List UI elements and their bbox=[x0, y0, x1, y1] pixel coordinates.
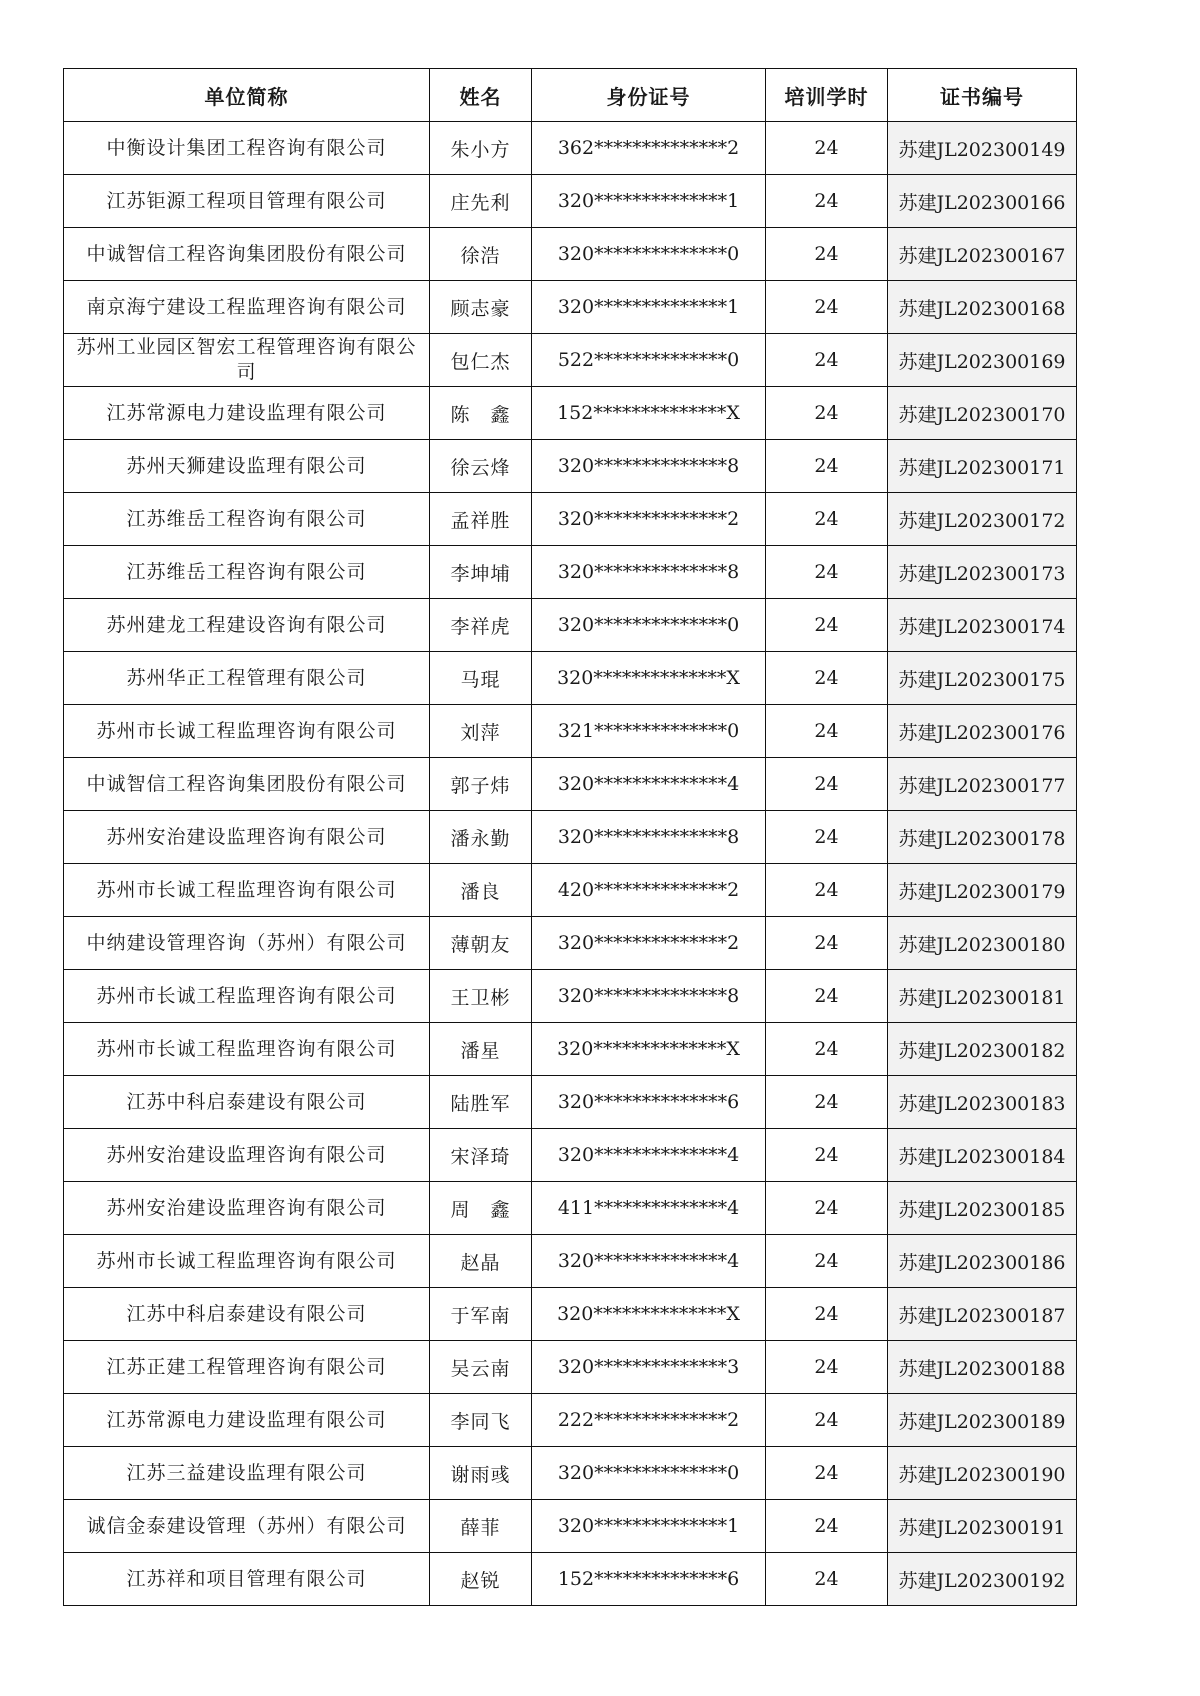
cell-name: 李坤埔 bbox=[430, 546, 532, 599]
cell-unit: 苏州工业园区智宏工程管理咨询有限公司 bbox=[64, 334, 430, 387]
cell-unit: 江苏中科启泰建设有限公司 bbox=[64, 1288, 430, 1341]
table-row bbox=[64, 917, 1077, 970]
table-row bbox=[64, 599, 1077, 652]
cell-training-hours: 24 bbox=[766, 758, 888, 811]
cell-id-number: 320**************1 bbox=[532, 175, 766, 228]
table-row bbox=[64, 1341, 1077, 1394]
cell-training-hours: 24 bbox=[766, 1553, 888, 1606]
cell-training-hours: 24 bbox=[766, 546, 888, 599]
cell-id-number: 320**************0 bbox=[532, 599, 766, 652]
cell-id-number: 320**************8 bbox=[532, 546, 766, 599]
cell-id-number: 362**************2 bbox=[532, 122, 766, 175]
cell-id-number: 320**************1 bbox=[532, 1500, 766, 1553]
table-row bbox=[64, 1288, 1077, 1341]
cell-unit: 中纳建设管理咨询（苏州）有限公司 bbox=[64, 917, 430, 970]
cell-training-hours: 24 bbox=[766, 387, 888, 440]
cell-unit: 苏州华正工程管理有限公司 bbox=[64, 652, 430, 705]
cell-name: 薛菲 bbox=[430, 1500, 532, 1553]
header-unit: 单位简称 bbox=[64, 69, 430, 122]
table-row bbox=[64, 440, 1077, 493]
table-row bbox=[64, 493, 1077, 546]
cell-certificate-no: 苏建JL202300180 bbox=[888, 917, 1077, 970]
table-body bbox=[64, 122, 1077, 1606]
cell-id-number: 320**************8 bbox=[532, 811, 766, 864]
cell-training-hours: 24 bbox=[766, 175, 888, 228]
cell-id-number: 522**************0 bbox=[532, 334, 766, 387]
cell-certificate-no: 苏建JL202300179 bbox=[888, 864, 1077, 917]
cell-id-number: 320**************8 bbox=[532, 440, 766, 493]
table-row bbox=[64, 387, 1077, 440]
cell-certificate-no: 苏建JL202300187 bbox=[888, 1288, 1077, 1341]
cell-name: 王卫彬 bbox=[430, 970, 532, 1023]
cell-certificate-no: 苏建JL202300177 bbox=[888, 758, 1077, 811]
cell-name: 李祥虎 bbox=[430, 599, 532, 652]
table-row bbox=[64, 970, 1077, 1023]
cell-name: 郭子炜 bbox=[430, 758, 532, 811]
cell-name: 刘萍 bbox=[430, 705, 532, 758]
cell-certificate-no: 苏建JL202300186 bbox=[888, 1235, 1077, 1288]
cell-name: 宋泽琦 bbox=[430, 1129, 532, 1182]
cell-unit: 诚信金泰建设管理（苏州）有限公司 bbox=[64, 1500, 430, 1553]
cell-name: 顾志豪 bbox=[430, 281, 532, 334]
cell-id-number: 320**************2 bbox=[532, 917, 766, 970]
cell-certificate-no: 苏建JL202300184 bbox=[888, 1129, 1077, 1182]
cell-id-number: 320**************6 bbox=[532, 1076, 766, 1129]
cell-certificate-no: 苏建JL202300169 bbox=[888, 334, 1077, 387]
cell-name: 潘良 bbox=[430, 864, 532, 917]
cell-unit: 江苏祥和项目管理有限公司 bbox=[64, 1553, 430, 1606]
cell-id-number: 320**************4 bbox=[532, 758, 766, 811]
cell-training-hours: 24 bbox=[766, 1447, 888, 1500]
cell-training-hours: 24 bbox=[766, 440, 888, 493]
trainee-certificate-table bbox=[63, 68, 1077, 1606]
cell-unit: 南京海宁建设工程监理咨询有限公司 bbox=[64, 281, 430, 334]
cell-name: 徐浩 bbox=[430, 228, 532, 281]
cell-id-number: 321**************0 bbox=[532, 705, 766, 758]
cell-unit: 苏州安治建设监理咨询有限公司 bbox=[64, 1182, 430, 1235]
cell-name: 薄朝友 bbox=[430, 917, 532, 970]
table-row bbox=[64, 1076, 1077, 1129]
cell-id-number: 222**************2 bbox=[532, 1394, 766, 1447]
cell-unit: 苏州市长诚工程监理咨询有限公司 bbox=[64, 864, 430, 917]
cell-name: 潘星 bbox=[430, 1023, 532, 1076]
table-row bbox=[64, 864, 1077, 917]
cell-training-hours: 24 bbox=[766, 1500, 888, 1553]
cell-unit: 中诚智信工程咨询集团股份有限公司 bbox=[64, 228, 430, 281]
table-row bbox=[64, 1023, 1077, 1076]
cell-unit: 江苏钜源工程项目管理有限公司 bbox=[64, 175, 430, 228]
cell-id-number: 320**************X bbox=[532, 1288, 766, 1341]
table-row bbox=[64, 705, 1077, 758]
cell-certificate-no: 苏建JL202300192 bbox=[888, 1553, 1077, 1606]
cell-certificate-no: 苏建JL202300172 bbox=[888, 493, 1077, 546]
cell-training-hours: 24 bbox=[766, 228, 888, 281]
cell-certificate-no: 苏建JL202300181 bbox=[888, 970, 1077, 1023]
cell-id-number: 320**************4 bbox=[532, 1235, 766, 1288]
cell-certificate-no: 苏建JL202300189 bbox=[888, 1394, 1077, 1447]
table-row bbox=[64, 175, 1077, 228]
cell-id-number: 320**************1 bbox=[532, 281, 766, 334]
cell-certificate-no: 苏建JL202300176 bbox=[888, 705, 1077, 758]
cell-training-hours: 24 bbox=[766, 652, 888, 705]
cell-name: 陈 鑫 bbox=[430, 387, 532, 440]
table-row bbox=[64, 758, 1077, 811]
cell-training-hours: 24 bbox=[766, 970, 888, 1023]
table-row bbox=[64, 811, 1077, 864]
cell-unit: 苏州市长诚工程监理咨询有限公司 bbox=[64, 970, 430, 1023]
cell-unit: 苏州天狮建设监理有限公司 bbox=[64, 440, 430, 493]
cell-unit: 江苏正建工程管理咨询有限公司 bbox=[64, 1341, 430, 1394]
cell-id-number: 320**************X bbox=[532, 652, 766, 705]
cell-training-hours: 24 bbox=[766, 599, 888, 652]
header-row bbox=[64, 69, 1077, 122]
cell-unit: 苏州建龙工程建设咨询有限公司 bbox=[64, 599, 430, 652]
cell-training-hours: 24 bbox=[766, 281, 888, 334]
cell-certificate-no: 苏建JL202300170 bbox=[888, 387, 1077, 440]
cell-training-hours: 24 bbox=[766, 705, 888, 758]
cell-unit: 江苏维岳工程咨询有限公司 bbox=[64, 493, 430, 546]
cell-id-number: 320**************X bbox=[532, 1023, 766, 1076]
table-row bbox=[64, 281, 1077, 334]
header-name: 姓名 bbox=[430, 69, 532, 122]
cell-certificate-no: 苏建JL202300191 bbox=[888, 1500, 1077, 1553]
cell-certificate-no: 苏建JL202300175 bbox=[888, 652, 1077, 705]
cell-certificate-no: 苏建JL202300190 bbox=[888, 1447, 1077, 1500]
cell-unit: 苏州市长诚工程监理咨询有限公司 bbox=[64, 1023, 430, 1076]
cell-unit: 江苏常源电力建设监理有限公司 bbox=[64, 1394, 430, 1447]
cell-name: 于军南 bbox=[430, 1288, 532, 1341]
cell-name: 赵晶 bbox=[430, 1235, 532, 1288]
cell-unit: 江苏中科启泰建设有限公司 bbox=[64, 1076, 430, 1129]
table-row bbox=[64, 1394, 1077, 1447]
cell-training-hours: 24 bbox=[766, 1076, 888, 1129]
cell-name: 马琨 bbox=[430, 652, 532, 705]
cell-training-hours: 24 bbox=[766, 1341, 888, 1394]
cell-name: 周 鑫 bbox=[430, 1182, 532, 1235]
cell-certificate-no: 苏建JL202300166 bbox=[888, 175, 1077, 228]
cell-certificate-no: 苏建JL202300167 bbox=[888, 228, 1077, 281]
cell-training-hours: 24 bbox=[766, 917, 888, 970]
cell-unit: 苏州安治建设监理咨询有限公司 bbox=[64, 1129, 430, 1182]
table-header bbox=[64, 69, 1077, 122]
cell-id-number: 411**************4 bbox=[532, 1182, 766, 1235]
cell-training-hours: 24 bbox=[766, 1182, 888, 1235]
cell-name: 谢雨彧 bbox=[430, 1447, 532, 1500]
cell-certificate-no: 苏建JL202300168 bbox=[888, 281, 1077, 334]
cell-certificate-no: 苏建JL202300188 bbox=[888, 1341, 1077, 1394]
table-row bbox=[64, 546, 1077, 599]
cell-unit: 苏州市长诚工程监理咨询有限公司 bbox=[64, 705, 430, 758]
cell-certificate-no: 苏建JL202300149 bbox=[888, 122, 1077, 175]
cell-id-number: 320**************2 bbox=[532, 493, 766, 546]
header-id-number: 身份证号 bbox=[532, 69, 766, 122]
cell-certificate-no: 苏建JL202300183 bbox=[888, 1076, 1077, 1129]
cell-training-hours: 24 bbox=[766, 864, 888, 917]
cell-name: 潘永勤 bbox=[430, 811, 532, 864]
cell-name: 徐云烽 bbox=[430, 440, 532, 493]
cell-training-hours: 24 bbox=[766, 1235, 888, 1288]
table-row bbox=[64, 1182, 1077, 1235]
cell-certificate-no: 苏建JL202300185 bbox=[888, 1182, 1077, 1235]
cell-name: 赵锐 bbox=[430, 1553, 532, 1606]
table-row bbox=[64, 228, 1077, 281]
cell-training-hours: 24 bbox=[766, 1394, 888, 1447]
cell-name: 庄先利 bbox=[430, 175, 532, 228]
cell-id-number: 152**************6 bbox=[532, 1553, 766, 1606]
cell-id-number: 152**************X bbox=[532, 387, 766, 440]
header-training-hours: 培训学时 bbox=[766, 69, 888, 122]
cell-training-hours: 24 bbox=[766, 493, 888, 546]
cell-id-number: 320**************3 bbox=[532, 1341, 766, 1394]
cell-id-number: 420**************2 bbox=[532, 864, 766, 917]
cell-unit: 苏州市长诚工程监理咨询有限公司 bbox=[64, 1235, 430, 1288]
cell-certificate-no: 苏建JL202300173 bbox=[888, 546, 1077, 599]
cell-name: 朱小方 bbox=[430, 122, 532, 175]
cell-training-hours: 24 bbox=[766, 1129, 888, 1182]
table-row bbox=[64, 1235, 1077, 1288]
table-row bbox=[64, 334, 1077, 387]
cell-certificate-no: 苏建JL202300171 bbox=[888, 440, 1077, 493]
cell-unit: 中衡设计集团工程咨询有限公司 bbox=[64, 122, 430, 175]
cell-certificate-no: 苏建JL202300174 bbox=[888, 599, 1077, 652]
cell-id-number: 320**************4 bbox=[532, 1129, 766, 1182]
cell-name: 吴云南 bbox=[430, 1341, 532, 1394]
cell-name: 孟祥胜 bbox=[430, 493, 532, 546]
cell-training-hours: 24 bbox=[766, 1023, 888, 1076]
cell-training-hours: 24 bbox=[766, 122, 888, 175]
table-row bbox=[64, 1447, 1077, 1500]
cell-unit: 江苏常源电力建设监理有限公司 bbox=[64, 387, 430, 440]
cell-training-hours: 24 bbox=[766, 334, 888, 387]
cell-unit: 苏州安治建设监理咨询有限公司 bbox=[64, 811, 430, 864]
cell-name: 陆胜军 bbox=[430, 1076, 532, 1129]
cell-training-hours: 24 bbox=[766, 811, 888, 864]
cell-certificate-no: 苏建JL202300182 bbox=[888, 1023, 1077, 1076]
cell-unit: 江苏三益建设监理有限公司 bbox=[64, 1447, 430, 1500]
header-certificate-no: 证书编号 bbox=[888, 69, 1077, 122]
cell-id-number: 320**************0 bbox=[532, 228, 766, 281]
table-row bbox=[64, 1129, 1077, 1182]
cell-id-number: 320**************8 bbox=[532, 970, 766, 1023]
table-row bbox=[64, 1553, 1077, 1606]
table-row bbox=[64, 652, 1077, 705]
cell-id-number: 320**************0 bbox=[532, 1447, 766, 1500]
cell-unit: 中诚智信工程咨询集团股份有限公司 bbox=[64, 758, 430, 811]
cell-name: 李同飞 bbox=[430, 1394, 532, 1447]
cell-certificate-no: 苏建JL202300178 bbox=[888, 811, 1077, 864]
table-row bbox=[64, 1500, 1077, 1553]
cell-unit: 江苏维岳工程咨询有限公司 bbox=[64, 546, 430, 599]
table-row bbox=[64, 122, 1077, 175]
cell-training-hours: 24 bbox=[766, 1288, 888, 1341]
cell-name: 包仁杰 bbox=[430, 334, 532, 387]
